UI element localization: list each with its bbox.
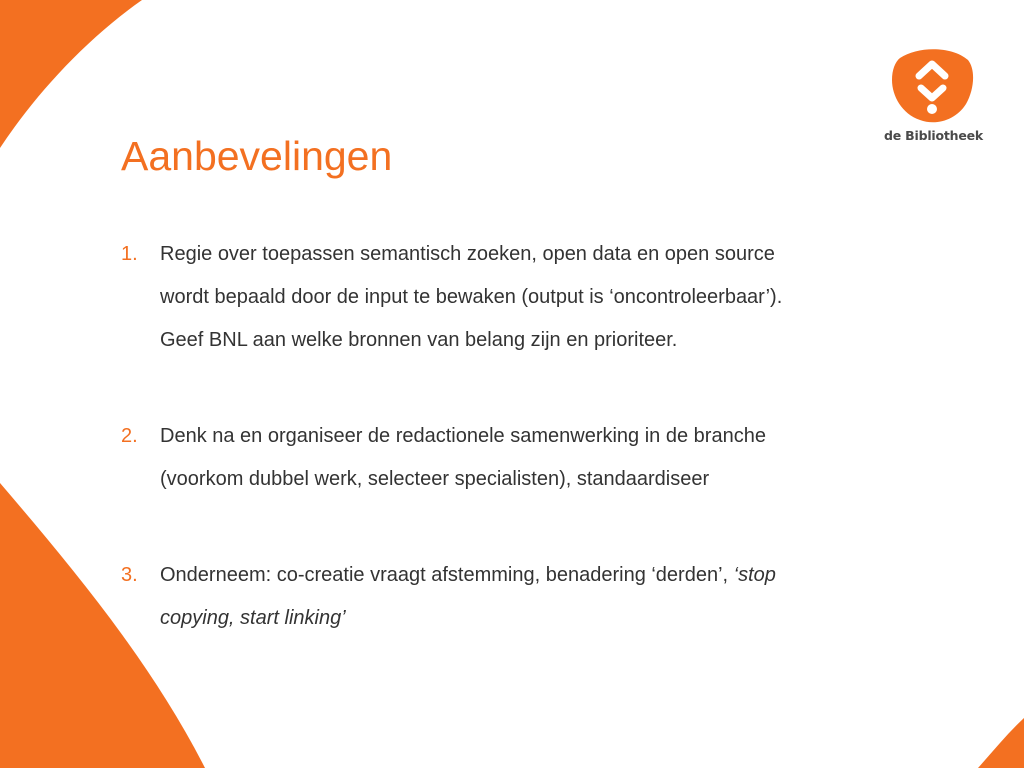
text-plain: Onderneem: co-creatie vraagt afstemming, benadering ‘derden’, [160, 564, 734, 586]
text-line: Regie over toepassen semantisch zoeken, open data en open source [160, 243, 775, 265]
recommendations-list [121, 233, 901, 640]
recommendation-item-3 [121, 554, 901, 640]
bibliotheek-logo-icon [890, 48, 974, 124]
text-line [160, 554, 901, 597]
logo-wordmark: de Bibliotheek [884, 128, 984, 143]
bottom-right-swoosh [978, 718, 1024, 768]
list-number: 3. [121, 564, 138, 586]
slide-title: Aanbevelingen [121, 133, 393, 179]
text-line: (voorkom dubbel werk, selecteer specialisten), standaardiseer [160, 468, 710, 490]
text-line: Denk na en organiseer de redactionele samenwerking in de branche [160, 425, 766, 447]
bibliotheek-logo [884, 48, 984, 148]
text-line: Geef BNL aan welke bronnen van belang zijn en prioriteer. [160, 329, 678, 351]
recommendation-item-1 [121, 233, 901, 362]
text-line: wordt bepaald door de input te bewaken (output is ‘oncontroleerbaar’). [160, 286, 783, 308]
list-number: 2. [121, 425, 138, 447]
top-left-swoosh [0, 0, 142, 148]
text-italic: ‘stop [733, 564, 776, 586]
text-line-italic: copying, start linking’ [160, 607, 346, 629]
list-number: 1. [121, 243, 138, 265]
recommendation-item-2 [121, 415, 901, 501]
